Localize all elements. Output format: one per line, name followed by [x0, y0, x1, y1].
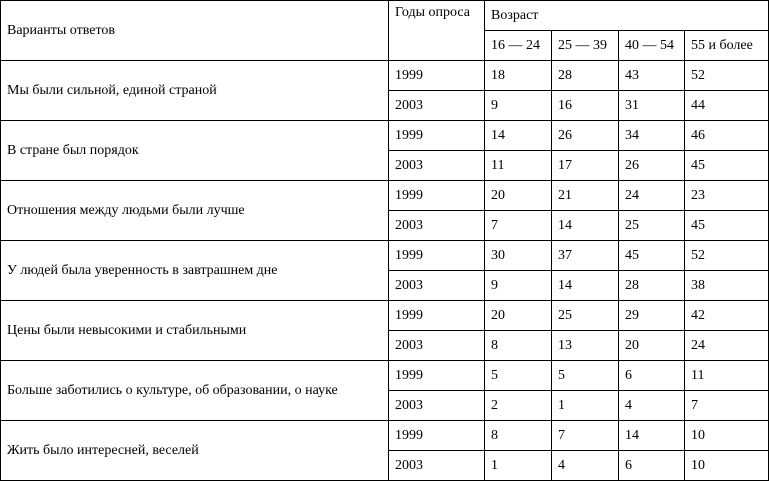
year-cell: 1999	[389, 121, 485, 151]
value-cell: 7	[552, 421, 619, 451]
value-cell: 44	[685, 91, 769, 121]
value-cell: 24	[685, 331, 769, 361]
table-row	[1, 61, 769, 91]
value-cell: 52	[685, 241, 769, 271]
value-cell: 43	[619, 61, 685, 91]
value-cell: 20	[619, 331, 685, 361]
value-cell: 46	[685, 121, 769, 151]
value-cell: 20	[485, 181, 552, 211]
value-cell: 18	[485, 61, 552, 91]
value-cell: 20	[485, 301, 552, 331]
value-cell: 45	[619, 241, 685, 271]
value-cell: 24	[619, 181, 685, 211]
value-cell: 23	[685, 181, 769, 211]
value-cell: 30	[485, 241, 552, 271]
value-cell: 52	[685, 61, 769, 91]
header-row	[1, 1, 769, 31]
value-cell: 7	[485, 211, 552, 241]
value-cell: 8	[485, 331, 552, 361]
table-row	[1, 241, 769, 271]
header-answers: Варианты ответов	[1, 1, 389, 61]
value-cell: 14	[552, 211, 619, 241]
value-cell: 42	[685, 301, 769, 331]
answer-label: Жить было интересней, веселей	[1, 421, 389, 481]
value-cell: 11	[485, 151, 552, 181]
year-cell: 2003	[389, 211, 485, 241]
value-cell: 28	[552, 61, 619, 91]
value-cell: 17	[552, 151, 619, 181]
year-cell: 2003	[389, 151, 485, 181]
value-cell: 5	[485, 361, 552, 391]
value-cell: 6	[619, 451, 685, 481]
answer-label: Цены были невысокими и стабильными	[1, 301, 389, 361]
header-years: Годы опроса	[389, 1, 485, 61]
value-cell: 10	[685, 421, 769, 451]
answer-label: Больше заботились о культуре, об образовании, о науке	[1, 361, 389, 421]
year-cell: 2003	[389, 91, 485, 121]
value-cell: 8	[485, 421, 552, 451]
year-cell: 1999	[389, 181, 485, 211]
year-cell: 1999	[389, 61, 485, 91]
table-row	[1, 361, 769, 391]
value-cell: 1	[485, 451, 552, 481]
age-group-cell: 40 — 54	[619, 31, 685, 61]
year-cell: 1999	[389, 361, 485, 391]
value-cell: 28	[619, 271, 685, 301]
value-cell: 45	[685, 151, 769, 181]
table-row	[1, 121, 769, 151]
value-cell: 13	[552, 331, 619, 361]
table-row	[1, 421, 769, 451]
table-row	[1, 301, 769, 331]
value-cell: 4	[619, 391, 685, 421]
value-cell: 37	[552, 241, 619, 271]
value-cell: 9	[485, 91, 552, 121]
value-cell: 45	[685, 211, 769, 241]
value-cell: 31	[619, 91, 685, 121]
value-cell: 7	[685, 391, 769, 421]
answer-label: Мы были сильной, единой страной	[1, 61, 389, 121]
value-cell: 34	[619, 121, 685, 151]
value-cell: 14	[619, 421, 685, 451]
value-cell: 14	[485, 121, 552, 151]
year-cell: 2003	[389, 391, 485, 421]
value-cell: 5	[552, 361, 619, 391]
year-cell: 1999	[389, 301, 485, 331]
answer-label: У людей была уверенность в завтрашнем дне	[1, 241, 389, 301]
value-cell: 1	[552, 391, 619, 421]
age-group-cell: 25 — 39	[552, 31, 619, 61]
value-cell: 21	[552, 181, 619, 211]
year-cell: 1999	[389, 241, 485, 271]
header-age: Возраст	[485, 1, 769, 31]
value-cell: 6	[619, 361, 685, 391]
value-cell: 26	[619, 151, 685, 181]
value-cell: 4	[552, 451, 619, 481]
answer-label: В стране был порядок	[1, 121, 389, 181]
value-cell: 38	[685, 271, 769, 301]
value-cell: 26	[552, 121, 619, 151]
value-cell: 10	[685, 451, 769, 481]
year-cell: 2003	[389, 331, 485, 361]
value-cell: 25	[619, 211, 685, 241]
value-cell: 25	[552, 301, 619, 331]
year-cell: 2003	[389, 271, 485, 301]
value-cell: 11	[685, 361, 769, 391]
table-row	[1, 181, 769, 211]
value-cell: 16	[552, 91, 619, 121]
answer-label: Отношения между людьми были лучше	[1, 181, 389, 241]
table-body	[1, 1, 769, 481]
value-cell: 14	[552, 271, 619, 301]
value-cell: 9	[485, 271, 552, 301]
age-group-cell: 55 и более	[685, 31, 769, 61]
value-cell: 29	[619, 301, 685, 331]
year-cell: 2003	[389, 451, 485, 481]
value-cell: 2	[485, 391, 552, 421]
age-group-cell: 16 — 24	[485, 31, 552, 61]
year-cell: 1999	[389, 421, 485, 451]
